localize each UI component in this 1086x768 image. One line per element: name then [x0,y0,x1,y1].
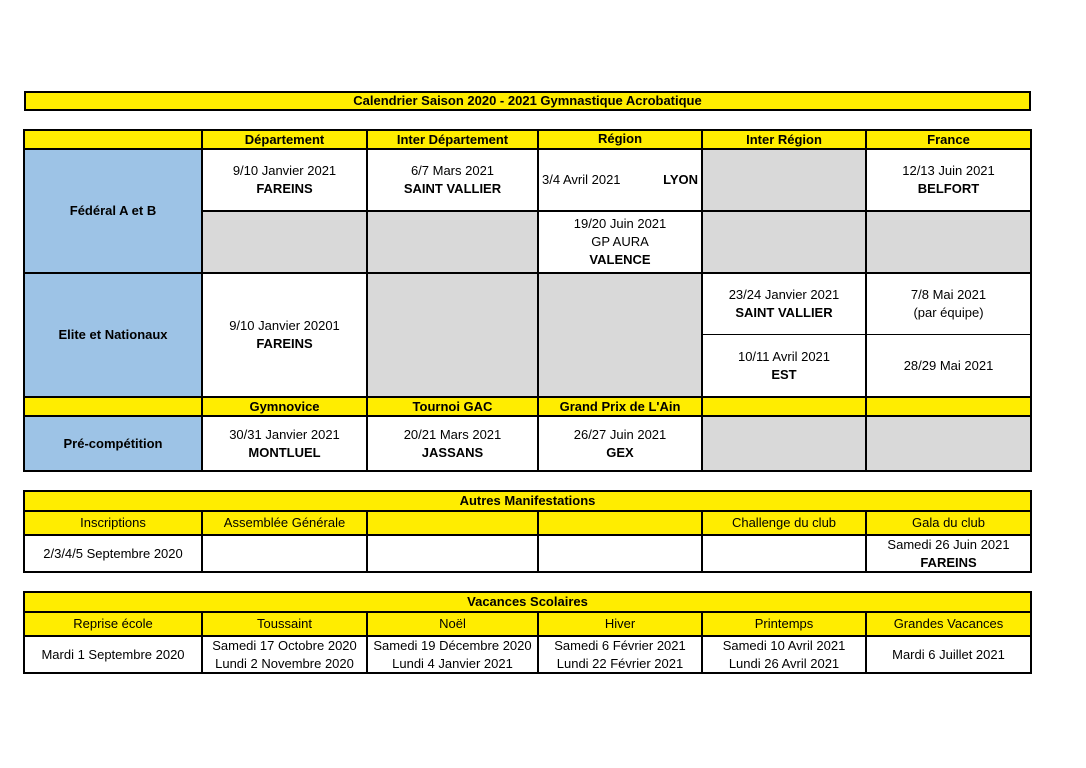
date-text: 26/27 Juin 2021 [573,426,667,442]
autres-header-challenge: Challenge du club [702,511,866,535]
grid-line [701,511,703,573]
place-text: LYON [663,172,698,187]
date-text: 28/29 Mai 2021 [903,358,994,373]
grid-line [1030,129,1032,472]
place-text: SAINT VALLIER [403,181,502,196]
pre-blank-cell-5 [866,416,1031,471]
federal-inter-departement-cell-2 [367,211,538,273]
row-label-pre-competition: Pré-compétition [24,416,202,471]
row-label-elite: Elite et Nationaux [24,273,202,397]
date-text: 9/10 Janvier 20201 [229,318,340,333]
grid-line [366,511,368,573]
grid-line [23,470,1032,472]
grid-line [24,510,1031,512]
vacances-header-hiver: Hiver [538,612,702,636]
grid-line [865,129,867,472]
federal-inter-region-cell [702,149,866,211]
date-text: 30/31 Janvier 2021 [229,426,340,442]
pre-blank-cell-4 [702,416,866,471]
federal-departement-cell [202,149,367,211]
grid-line [24,534,1031,536]
pre-gymnovice-cell [202,416,367,471]
grid-line [865,612,867,674]
vacances-header-toussaint: Toussaint [202,612,367,636]
col-header-departement: Département [202,130,367,149]
pre-grand-prix-cell [538,416,702,471]
grid-line [24,272,1031,274]
vacances-printemps-cell [702,636,866,673]
place-text: JASSANS [421,444,484,460]
page-title [24,91,1031,111]
vacances-noel-cell [367,636,538,673]
grid-line [1030,591,1032,674]
place-text: FAREINS [920,554,977,570]
date-text: 3/4 Avril 2021 [542,172,621,187]
grid-line [23,672,1032,674]
grid-line [201,612,203,674]
place-text: GEX [606,444,634,460]
federal-inter-departement-cell [367,149,538,211]
elite-region-cell [538,273,702,397]
autres-header-inscriptions: Inscriptions [24,511,202,535]
autres-gala-cell [866,535,1031,572]
start-date: Samedi 17 Octobre 2020 [212,637,357,653]
date-text: 7/8 Mai 2021 [910,287,987,302]
date-text: 23/24 Janvier 2021 [728,287,840,302]
vacances-reprise-cell: Mardi 1 Septembre 2020 [24,636,202,673]
place-text: BELFORT [917,181,980,196]
grid-line [23,129,25,472]
grid-line [23,571,1032,573]
col-header-tournoi-gac: Tournoi GAC [367,397,538,416]
federal-france-cell-2 [866,211,1031,273]
autres-header-blank-3 [367,511,538,535]
row-label-federal: Fédéral A et B [24,149,202,273]
vacances-header-reprise: Reprise école [24,612,202,636]
page-title-text: Calendrier Saison 2020 - 2021 Gymnastique Acrobatique [353,93,702,108]
autres-title: Autres Manifestations [24,491,1031,511]
federal-france-cell [866,149,1031,211]
grid-line [23,591,1032,593]
pre-tournoi-cell [367,416,538,471]
event-text: GP AURA [591,234,649,249]
grid-line [23,129,1032,131]
grid-line [24,611,1031,613]
vacances-grandes-cell: Mardi 6 Juillet 2021 [866,636,1031,673]
grid-line [366,129,368,472]
federal-inter-region-cell-2 [702,211,866,273]
elite-departement-cell [202,273,367,397]
grid-line [23,490,25,573]
main-header-blank [24,130,202,149]
grid-line [537,511,539,573]
end-date: Lundi 26 Avril 2021 [728,655,840,671]
vacances-title: Vacances Scolaires [24,592,1031,612]
end-date: Lundi 2 Novembre 2020 [215,655,354,671]
vacances-hiver-cell [538,636,702,673]
grid-line [701,612,703,674]
grid-line [201,511,203,573]
start-date: Samedi 10 Avril 2021 [722,637,846,653]
col-header-inter-departement: Inter Département [367,130,538,149]
grid-line [701,129,703,472]
grid-line [24,148,1031,150]
col-header-region: Région [538,130,702,149]
grid-line [24,635,1031,637]
date-text: 12/13 Juin 2021 [902,163,995,178]
grid-line [201,129,203,472]
date-text: 10/11 Avril 2021 [737,349,831,364]
col-header-inter-region: Inter Région [702,130,866,149]
autres-header-gala: Gala du club [866,511,1031,535]
federal-region-cell-1 [538,149,702,211]
place-text: FAREINS [256,181,313,196]
vacances-header-grandes: Grandes Vacances [866,612,1031,636]
pre-header-blank-4 [702,397,866,416]
col-header-grand-prix: Grand Prix de L'Ain [538,397,702,416]
elite-france-cell-1 [866,273,1031,335]
grid-line [865,511,867,573]
grid-line [537,129,539,472]
date-text: Samedi 26 Juin 2021 [887,536,1010,552]
pre-header-blank [24,397,202,416]
elite-france-cell-2 [866,335,1031,397]
grid-line [202,210,1031,212]
date-text: 6/7 Mars 2021 [410,163,495,178]
vacances-header-noel: Noël [367,612,538,636]
place-text: EST [771,367,797,382]
elite-inter-departement-cell [367,273,538,397]
autres-inscriptions-cell: 2/3/4/5 Septembre 2020 [24,535,202,572]
vacances-toussaint-cell [202,636,367,673]
grid-line [23,490,1032,492]
col-header-france: France [866,130,1031,149]
place-text: MONTLUEL [248,444,321,460]
end-date: Lundi 22 Février 2021 [556,655,684,671]
autres-header-blank-4 [538,511,702,535]
pre-header-blank-5 [866,397,1031,416]
place-text: VALENCE [589,252,651,267]
grid-line [366,612,368,674]
federal-region-cell-2 [538,211,702,273]
col-header-gymnovice: Gymnovice [202,397,367,416]
place-text: FAREINS [256,336,313,351]
place-text: SAINT VALLIER [735,305,833,320]
start-date: Samedi 19 Décembre 2020 [373,637,532,653]
vacances-header-printemps: Printemps [702,612,866,636]
autres-header-assemblee: Assemblée Générale [202,511,367,535]
grid-line [537,612,539,674]
grid-line [24,396,1031,398]
grid-line [1030,490,1032,573]
federal-departement-cell-2 [202,211,367,273]
note-text: (par équipe) [913,305,984,320]
grid-line [24,415,1031,417]
end-date: Lundi 4 Janvier 2021 [392,655,513,671]
elite-inter-region-cell-1 [702,273,866,335]
date-text: 20/21 Mars 2021 [403,426,502,442]
start-date: Samedi 6 Février 2021 [554,637,686,653]
date-text: 19/20 Juin 2021 [573,216,667,231]
date-text: 9/10 Janvier 2021 [232,163,337,178]
grid-line [23,591,25,674]
elite-inter-region-cell-2 [702,335,866,397]
